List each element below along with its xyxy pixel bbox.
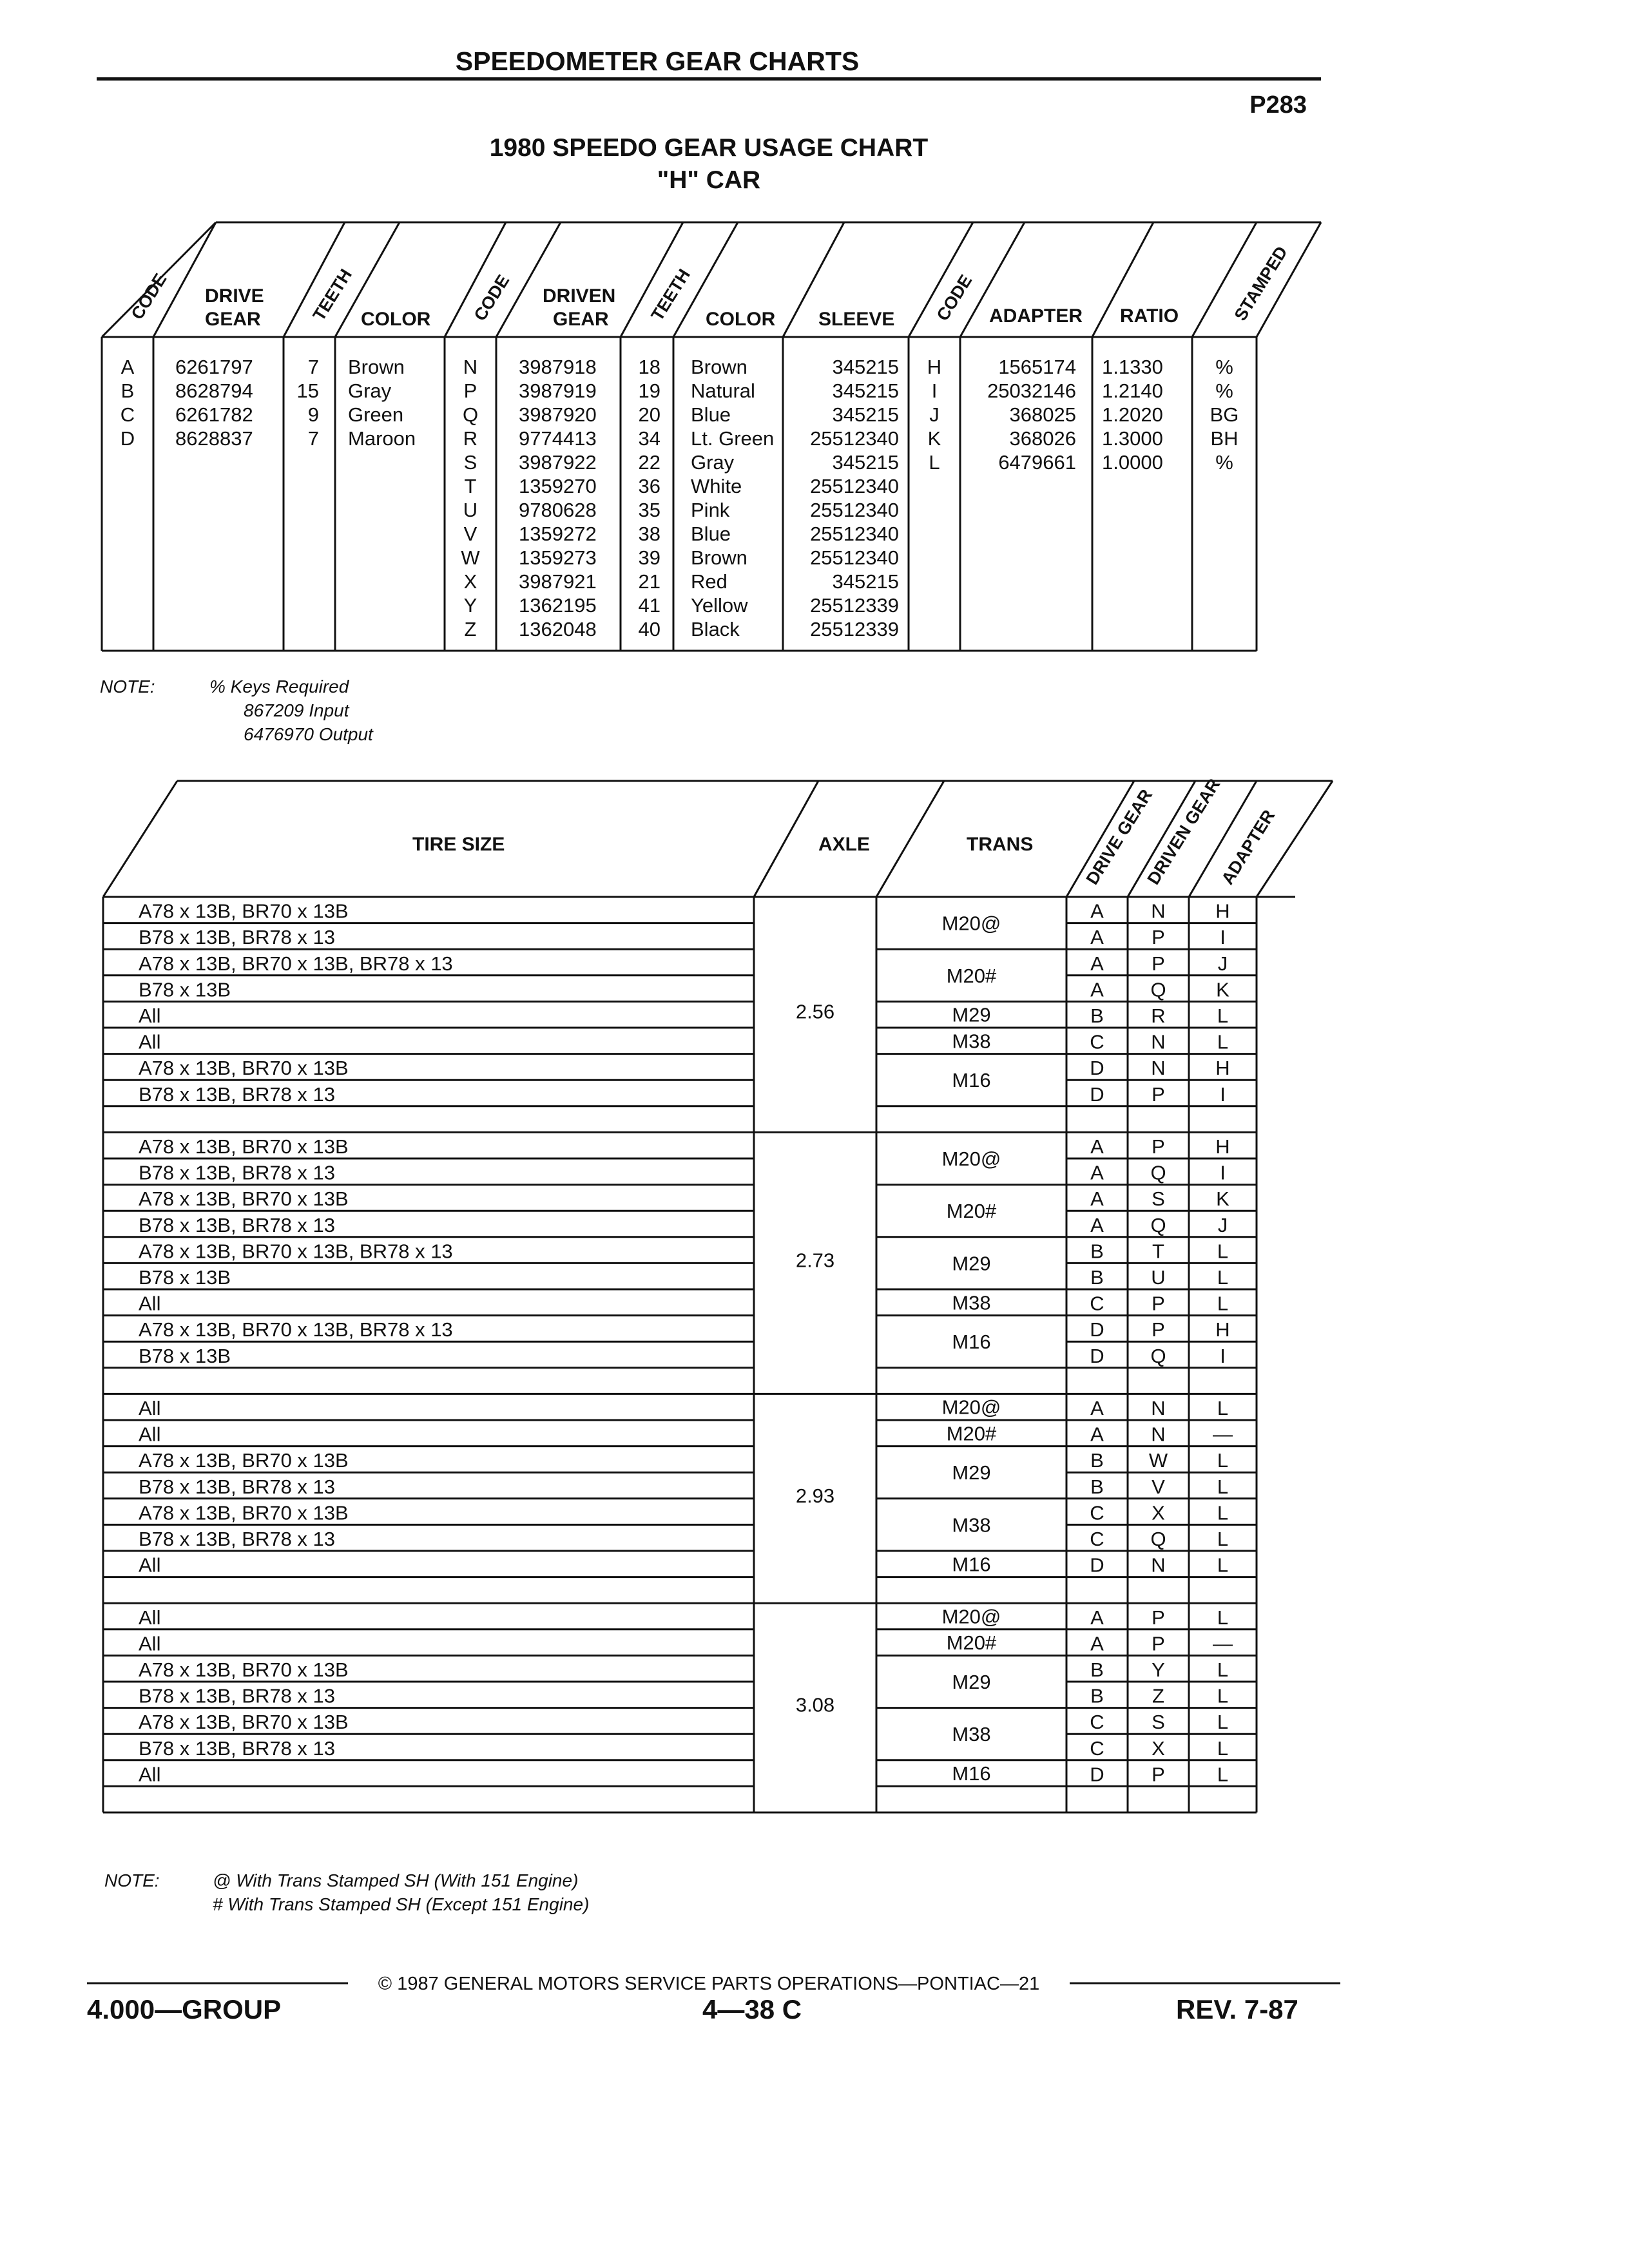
driven-gear-code: S — [1152, 1711, 1165, 1734]
tire-size: B78 x 13B, BR78 x 13 — [139, 1082, 336, 1106]
tire-size: A78 x 13B, BR70 x 13B, BR78 x 13 — [139, 1318, 453, 1341]
footer-rev: REV. 7-87 — [1176, 1994, 1298, 2024]
trans-code: M29 — [952, 1671, 991, 1693]
drive-gear-code: A — [1090, 1423, 1104, 1446]
driven-gear-code: Q — [1150, 1528, 1166, 1550]
driven-gear-part: 3987921 — [519, 570, 597, 593]
adapter-code: L — [1217, 1030, 1229, 1053]
driven-code: Z — [464, 618, 477, 640]
page-title: SPEEDOMETER GEAR CHARTS — [455, 46, 860, 76]
hdr-teeth1: TEETH — [309, 265, 356, 325]
driven-gear-code: P — [1152, 1763, 1165, 1786]
driven-color: Black — [691, 618, 740, 640]
ratio: 1.1330 — [1102, 356, 1163, 378]
driven-gear-code: U — [1151, 1266, 1166, 1289]
page-code: P283 — [1249, 91, 1307, 119]
hdr-drive-gear: DRIVE GEAR — [1082, 785, 1157, 889]
drive-gear-code: A — [1090, 899, 1104, 923]
trans-code: M29 — [952, 1461, 991, 1485]
tire-size: All — [139, 1004, 161, 1027]
driven-gear-code: Q — [1150, 978, 1166, 1001]
drive-teeth: 7 — [307, 356, 319, 378]
drive-code: B — [120, 380, 135, 402]
trans-code: M20# — [946, 1631, 997, 1655]
adapter-code: J — [1217, 1213, 1228, 1236]
adapter-code: H — [1215, 899, 1230, 923]
chart-title-line2: "H" CAR — [657, 166, 761, 194]
hdr-driven-gear-l2: GEAR — [553, 309, 609, 330]
sleeve: 25512340 — [810, 546, 899, 569]
drive-gear-code: C — [1090, 1528, 1104, 1550]
driven-gear-part: 1359272 — [519, 523, 597, 545]
hdr-drive-gear-l2: GEAR — [205, 309, 261, 330]
driven-gear-code: Q — [1150, 1213, 1166, 1236]
adapter-part: 6479661 — [998, 451, 1076, 474]
adapter-code: L — [1217, 1240, 1229, 1263]
drive-gear-code: B — [1090, 1004, 1104, 1027]
drive-teeth: 15 — [296, 380, 319, 402]
stamped: % — [1215, 356, 1233, 378]
hdr-code3: CODE — [932, 271, 976, 325]
drive-gear-code: A — [1090, 1397, 1104, 1419]
drive-gear-part: 6261782 — [175, 403, 253, 426]
tire-size: A78 x 13B, BR70 x 13B, BR78 x 13 — [139, 1240, 453, 1263]
chart1-header-labels — [128, 243, 1291, 330]
drive-gear-code: D — [1090, 1763, 1104, 1786]
tire-size: B78 x 13B — [139, 978, 231, 1001]
sleeve: 345215 — [832, 451, 899, 474]
adapter-part: 368025 — [1009, 403, 1076, 426]
adapter-code: H — [1215, 1135, 1230, 1158]
driven-gear-code: S — [1152, 1187, 1165, 1211]
adapter-code: L — [1217, 1736, 1229, 1760]
stamped: % — [1215, 380, 1233, 402]
driven-gear-code: P — [1152, 1135, 1165, 1158]
trans-code: M38 — [952, 1514, 991, 1537]
tire-size: A78 x 13B, BR70 x 13B — [139, 1711, 349, 1734]
footer-group: 4.000—GROUP — [87, 1994, 282, 2024]
driven-gear-part: 3987920 — [519, 403, 597, 426]
drive-gear-code: B — [1090, 1266, 1104, 1289]
sleeve: 25512339 — [810, 618, 899, 640]
trans-code: M29 — [952, 1003, 991, 1026]
adapter-code: J — [929, 403, 940, 426]
tire-size: A78 x 13B, BR70 x 13B — [139, 1135, 349, 1158]
driven-gear-part: 1359270 — [519, 475, 597, 497]
trans-code: M38 — [952, 1291, 991, 1314]
trans-code: M16 — [952, 1762, 991, 1785]
driven-color: Yellow — [691, 594, 748, 617]
drive-teeth: 7 — [307, 427, 319, 450]
drive-code: D — [120, 427, 135, 450]
driven-code: Q — [462, 403, 479, 426]
adapter-part: 1565174 — [998, 356, 1076, 378]
adapter-code: I — [1220, 1161, 1226, 1184]
trans-code: M20# — [946, 1422, 997, 1445]
trans-code: M20@ — [941, 1396, 1001, 1419]
tire-size: A78 x 13B, BR70 x 13B — [139, 1057, 349, 1080]
hdr-adapter: ADAPTER — [989, 305, 1083, 327]
driven-gear-code: Q — [1150, 1161, 1166, 1184]
driven-code: T — [464, 475, 477, 497]
drive-gear-code: A — [1090, 926, 1104, 949]
driven-gear-code: N — [1151, 1397, 1166, 1419]
tire-size: B78 x 13B — [139, 1344, 231, 1367]
driven-teeth: 40 — [638, 618, 660, 640]
trans-code: M20# — [946, 1200, 997, 1223]
chart1-grid — [102, 337, 1257, 651]
driven-gear-part: 1362048 — [519, 618, 597, 640]
adapter-code: L — [1217, 1004, 1229, 1027]
adapter-code: L — [1217, 1553, 1229, 1577]
driven-color: Brown — [691, 356, 747, 378]
tire-size: B78 x 13B, BR78 x 13 — [139, 926, 336, 949]
driven-color: Lt. Green — [691, 427, 775, 450]
driven-code: X — [463, 570, 477, 593]
hdr-axle: AXLE — [818, 834, 871, 855]
drive-color: Maroon — [348, 427, 416, 450]
hdr-adapter2: ADAPTER — [1217, 806, 1279, 889]
tire-size: All — [139, 1632, 161, 1655]
driven-gear-code: P — [1152, 1632, 1165, 1655]
tire-size: All — [139, 1763, 161, 1786]
driven-gear-code: P — [1152, 952, 1165, 975]
sleeve: 345215 — [832, 570, 899, 593]
driven-gear-code: P — [1152, 926, 1165, 949]
driven-gear-code: T — [1152, 1240, 1164, 1263]
chart2-cells — [139, 900, 1233, 1786]
driven-gear-part: 9774413 — [519, 427, 597, 450]
hdr-ratio: RATIO — [1120, 305, 1179, 327]
sleeve: 25512340 — [810, 499, 899, 521]
adapter-code: L — [1217, 1397, 1229, 1419]
driven-gear-part: 3987919 — [519, 380, 597, 402]
adapter-code: H — [1215, 1318, 1230, 1341]
axle-ratio: 2.93 — [795, 1484, 835, 1507]
driven-gear-code: N — [1151, 1057, 1166, 1080]
driven-gear-part: 1359273 — [519, 546, 597, 569]
note2-label: NOTE: — [104, 1870, 160, 1890]
driven-gear-code: V — [1152, 1475, 1165, 1498]
driven-code: U — [463, 499, 478, 521]
driven-teeth: 20 — [638, 403, 660, 426]
note1-line-2: 867209 Input — [244, 700, 349, 720]
driven-color: Blue — [691, 523, 731, 545]
trans-code: M16 — [952, 1069, 991, 1092]
driven-gear-part: 9780628 — [519, 499, 597, 521]
driven-color: Red — [691, 570, 728, 593]
drive-gear-code: A — [1090, 1606, 1104, 1629]
drive-gear-code: A — [1090, 1187, 1104, 1211]
driven-code: V — [463, 523, 477, 545]
hdr-code1: CODE — [127, 270, 171, 323]
driven-code: Y — [463, 594, 477, 617]
driven-gear-code: P — [1152, 1318, 1165, 1341]
chart1-cells — [120, 356, 1239, 640]
tire-size: A78 x 13B, BR70 x 13B — [139, 1658, 349, 1681]
drive-gear-part: 6261797 — [175, 356, 253, 378]
driven-gear-code: N — [1151, 1423, 1166, 1446]
tire-size: B78 x 13B, BR78 x 13 — [139, 1213, 336, 1236]
tire-size: B78 x 13B, BR78 x 13 — [139, 1684, 336, 1707]
driven-color: Natural — [691, 380, 755, 402]
driven-teeth: 18 — [638, 356, 660, 378]
driven-gear-code: P — [1152, 1606, 1165, 1629]
adapter-code: K — [1216, 1187, 1229, 1211]
adapter-code: I — [1220, 926, 1226, 949]
chart-title-line1: 1980 SPEEDO GEAR USAGE CHART — [489, 134, 929, 162]
drive-gear-code: B — [1090, 1475, 1104, 1498]
drive-gear-code: B — [1090, 1449, 1104, 1472]
hdr-driven-gear-l1: DRIVEN — [543, 285, 616, 307]
tire-size: All — [139, 1397, 161, 1419]
driven-teeth: 34 — [638, 427, 660, 450]
drive-gear-code: D — [1090, 1553, 1104, 1577]
ratio: 1.3000 — [1102, 427, 1163, 450]
drive-gear-code: B — [1090, 1240, 1104, 1263]
adapter-code: K — [927, 427, 941, 450]
adapter-code: L — [1217, 1475, 1229, 1498]
drive-gear-code: A — [1090, 1632, 1104, 1655]
driven-gear-code: X — [1152, 1501, 1165, 1524]
driven-gear-code: X — [1152, 1736, 1165, 1760]
trans-code: M29 — [952, 1252, 991, 1275]
driven-teeth: 22 — [638, 451, 660, 474]
footer — [87, 1974, 1340, 2024]
adapter-code: J — [1217, 952, 1228, 975]
drive-code: A — [120, 356, 135, 378]
drive-gear-code: A — [1090, 978, 1104, 1001]
hdr-color1: COLOR — [361, 309, 431, 330]
adapter-code: L — [1217, 1292, 1229, 1315]
axle-ratio: 2.73 — [795, 1249, 835, 1272]
driven-teeth: 39 — [638, 546, 660, 569]
driven-color: Blue — [691, 403, 731, 426]
drive-gear-code: C — [1090, 1030, 1104, 1053]
trans-code: M38 — [952, 1723, 991, 1746]
tire-size: B78 x 13B, BR78 x 13 — [139, 1736, 336, 1760]
drive-gear-part: 8628794 — [175, 380, 253, 402]
drive-gear-code: A — [1090, 1161, 1104, 1184]
adapter-code: — — [1213, 1632, 1233, 1655]
driven-code: W — [461, 546, 480, 569]
tire-size: All — [139, 1606, 161, 1629]
adapter-code: L — [1217, 1606, 1229, 1629]
stamped: BG — [1210, 403, 1239, 426]
drive-code: C — [120, 403, 135, 426]
sleeve: 345215 — [832, 380, 899, 402]
adapter-code: — — [1213, 1423, 1233, 1446]
drive-color: Green — [348, 403, 404, 426]
ratio: 1.0000 — [1102, 451, 1163, 474]
tire-size: B78 x 13B, BR78 x 13 — [139, 1161, 336, 1184]
chart2-header-labels — [412, 775, 1278, 888]
trans-code: M20@ — [941, 1605, 1001, 1628]
tire-size: All — [139, 1423, 161, 1446]
hdr-trans: TRANS — [967, 834, 1034, 855]
driven-gear-part: 3987918 — [519, 356, 597, 378]
adapter-code: L — [1217, 1684, 1229, 1707]
driven-gear-code: P — [1152, 1082, 1165, 1106]
driven-gear-code: N — [1151, 899, 1166, 923]
sleeve: 25512340 — [810, 523, 899, 545]
driven-teeth: 19 — [638, 380, 660, 402]
driven-code: S — [463, 451, 477, 474]
drive-gear-code: C — [1090, 1292, 1104, 1315]
driven-teeth: 35 — [638, 499, 660, 521]
driven-gear-code: W — [1148, 1449, 1168, 1472]
sleeve: 25512340 — [810, 475, 899, 497]
driven-teeth: 38 — [638, 523, 660, 545]
hdr-tire-size: TIRE SIZE — [412, 834, 505, 855]
driven-gear-code: N — [1151, 1553, 1166, 1577]
adapter-code: L — [929, 451, 940, 474]
drive-gear-code: D — [1090, 1082, 1104, 1106]
tire-size: A78 x 13B, BR70 x 13B — [139, 1501, 349, 1524]
adapter-part: 368026 — [1009, 427, 1076, 450]
tire-size: B78 x 13B — [139, 1266, 231, 1289]
chart1-note — [100, 677, 374, 744]
footer-copyright: © 1987 GENERAL MOTORS SERVICE PARTS OPERATIONS—PONTIAC—21 — [378, 1974, 1040, 1994]
drive-gear-code: A — [1090, 952, 1104, 975]
trans-code: M38 — [952, 1030, 991, 1053]
note2-line-2: # With Trans Stamped SH (Except 151 Engine) — [213, 1894, 590, 1914]
drive-gear-code: B — [1090, 1658, 1104, 1681]
adapter-code: I — [1220, 1082, 1226, 1106]
adapter-code: L — [1217, 1658, 1229, 1681]
driven-color: White — [691, 475, 742, 497]
driven-color: Pink — [691, 499, 730, 521]
axle-ratio: 2.56 — [795, 1000, 835, 1023]
trans-code: M16 — [952, 1331, 991, 1354]
driven-teeth: 21 — [638, 570, 660, 593]
tire-size: B78 x 13B, BR78 x 13 — [139, 1528, 336, 1550]
drive-gear-code: B — [1090, 1684, 1104, 1707]
stamped: % — [1215, 451, 1233, 474]
drive-teeth: 9 — [307, 403, 319, 426]
adapter-code: L — [1217, 1711, 1229, 1734]
driven-gear-part: 3987922 — [519, 451, 597, 474]
drive-gear-part: 8628837 — [175, 427, 253, 450]
tire-size: All — [139, 1030, 161, 1053]
driven-teeth: 36 — [638, 475, 660, 497]
trans-code: M20@ — [941, 912, 1001, 935]
adapter-code: L — [1217, 1501, 1229, 1524]
note2-line-1: @ With Trans Stamped SH (With 151 Engine) — [213, 1870, 579, 1890]
tire-size: A78 x 13B, BR70 x 13B — [139, 1449, 349, 1472]
footer-page-number: 4—38 C — [702, 1994, 802, 2024]
tire-size: A78 x 13B, BR70 x 13B — [139, 1187, 349, 1211]
driven-gear-code: Y — [1152, 1658, 1165, 1681]
hdr-color2: COLOR — [706, 309, 776, 330]
adapter-code: H — [927, 356, 942, 378]
note1-line-3: 6476970 Output — [244, 724, 373, 744]
tire-size: A78 x 13B, BR70 x 13B, BR78 x 13 — [139, 952, 453, 975]
stamped: BH — [1210, 427, 1239, 450]
driven-teeth: 41 — [638, 594, 660, 617]
trans-code: M16 — [952, 1553, 991, 1576]
trans-code: M20# — [946, 964, 997, 987]
tire-size: All — [139, 1553, 161, 1577]
hdr-teeth2: TEETH — [647, 265, 694, 325]
sleeve: 25512340 — [810, 427, 899, 450]
adapter-code: L — [1217, 1528, 1229, 1550]
drive-color: Brown — [348, 356, 405, 378]
driven-gear-code: Q — [1150, 1344, 1166, 1367]
drive-gear-code: A — [1090, 1135, 1104, 1158]
hdr-sleeve: SLEEVE — [818, 309, 895, 330]
driven-code: N — [463, 356, 478, 378]
drive-gear-code: D — [1090, 1318, 1104, 1341]
adapter-code: H — [1215, 1057, 1230, 1080]
drive-color: Gray — [348, 380, 392, 402]
driven-code: P — [463, 380, 477, 402]
adapter-code: I — [1220, 1344, 1226, 1367]
sleeve: 25512339 — [810, 594, 899, 617]
chart2-note — [104, 1870, 589, 1914]
adapter-code: I — [931, 380, 938, 402]
tire-size: B78 x 13B, BR78 x 13 — [139, 1475, 336, 1498]
driven-gear-code: R — [1151, 1004, 1166, 1027]
axle-ratio: 3.08 — [795, 1693, 835, 1716]
note1-label: NOTE: — [100, 677, 155, 697]
hdr-driven-gear: DRIVEN GEAR — [1143, 775, 1224, 889]
driven-gear-code: N — [1151, 1030, 1166, 1053]
driven-gear-code: P — [1152, 1292, 1165, 1315]
drive-gear-code: A — [1090, 1213, 1104, 1236]
adapter-code: L — [1217, 1763, 1229, 1786]
drive-gear-code: D — [1090, 1344, 1104, 1367]
adapter-code: K — [1216, 978, 1229, 1001]
trans-code: M20@ — [941, 1148, 1001, 1170]
driven-color: Brown — [691, 546, 747, 569]
adapter-code: L — [1217, 1449, 1229, 1472]
sleeve: 345215 — [832, 356, 899, 378]
drive-gear-code: D — [1090, 1057, 1104, 1080]
adapter-code: L — [1217, 1266, 1229, 1289]
drive-gear-code: C — [1090, 1501, 1104, 1524]
hdr-code2: CODE — [470, 271, 514, 325]
driven-code: R — [463, 427, 478, 450]
note1-line-1: % Keys Required — [209, 677, 349, 697]
tire-size: All — [139, 1292, 161, 1315]
tire-size: A78 x 13B, BR70 x 13B — [139, 899, 349, 923]
hdr-drive-gear-l1: DRIVE — [205, 285, 264, 307]
ratio: 1.2020 — [1102, 403, 1163, 426]
drive-gear-code: C — [1090, 1736, 1104, 1760]
driven-gear-code: Z — [1152, 1684, 1164, 1707]
driven-gear-part: 1362195 — [519, 594, 597, 617]
ratio: 1.2140 — [1102, 380, 1163, 402]
hdr-stamped: STAMPED — [1230, 243, 1291, 325]
driven-color: Gray — [691, 451, 735, 474]
adapter-part: 25032146 — [987, 380, 1076, 402]
drive-gear-code: C — [1090, 1711, 1104, 1734]
sleeve: 345215 — [832, 403, 899, 426]
